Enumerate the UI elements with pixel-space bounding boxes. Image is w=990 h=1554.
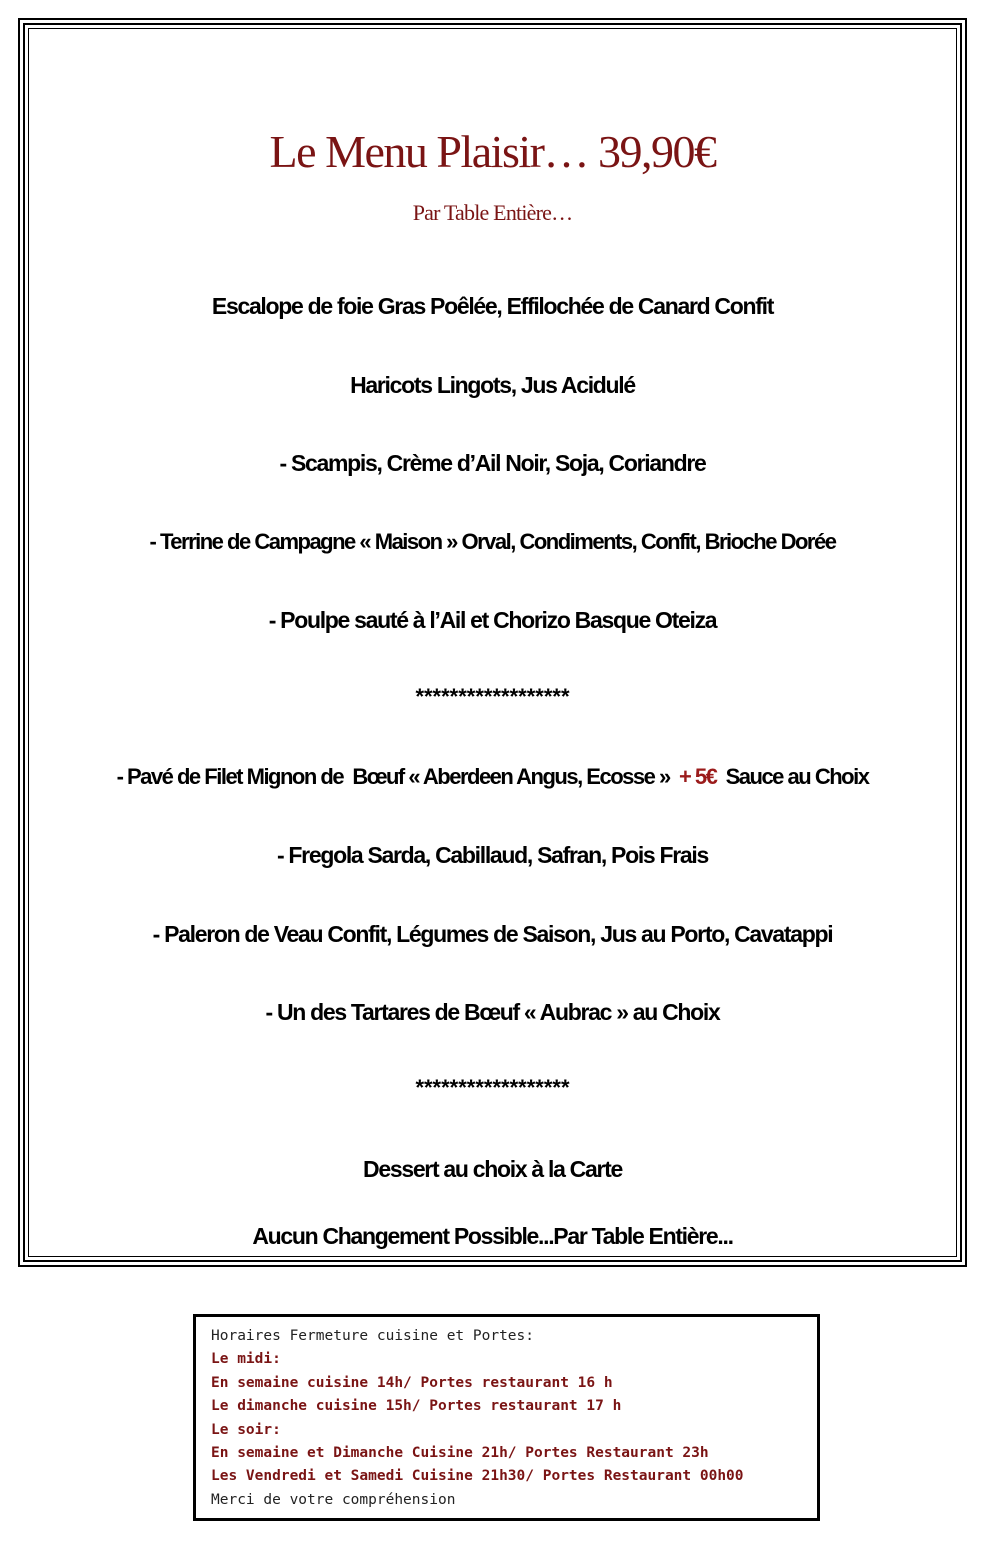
hours-soir-label: Le soir:: [211, 1421, 281, 1438]
plat-line-1: [28, 762, 957, 792]
plat-line-3: - Paleron de Veau Confit, Légumes de Saison, Jus au Porto, Cavatappi: [152, 921, 833, 947]
hours-soir-semaine: En semaine et Dimanche Cuisine 21h/ Portes Restaurant 23h: [211, 1445, 709, 1462]
hours-soir-weekend: Les Vendredi et Samedi Cuisine 21h30/ Portes Restaurant 00h00: [211, 1468, 744, 1485]
hours-midi-semaine: En semaine cuisine 14h/ Portes restaurant 16 h: [211, 1374, 613, 1391]
plat-line-2: - Fregola Sarda, Cabillaud, Safran, Pois Frais: [276, 842, 708, 868]
plat-line-1-sauce: Sauce au Choix: [716, 764, 869, 789]
hours-heading: Horaires Fermeture cuisine et Portes:: [211, 1328, 535, 1344]
hours-midi-label: Le midi:: [211, 1351, 281, 1368]
opening-hours-box: [193, 1314, 820, 1521]
entree-line-2: Haricots Lingots, Jus Acidulé: [350, 372, 635, 398]
menu-subtitle: Par Table Entière…: [412, 200, 573, 225]
plat-line-1-dish: - Pavé de Filet Mignon de Bœuf « Aberdeen Angus, Ecosse »: [116, 764, 679, 789]
hours-thanks: Merci de votre compréhension: [211, 1491, 456, 1508]
separator-2: ******************: [415, 1075, 570, 1100]
menu-title: Le Menu Plaisir… 39,90€: [269, 126, 716, 177]
separator-1: ******************: [415, 684, 570, 709]
entree-line-3: - Scampis, Crème d’Ail Noir, Soja, Coriandre: [279, 450, 706, 476]
entree-line-5: - Poulpe sauté à l’Ail et Chorizo Basque Oteiza: [268, 607, 717, 633]
footer-note: Aucun Changement Possible...Par Table Entière...: [252, 1223, 733, 1249]
dessert-line: Dessert au choix à la Carte: [363, 1156, 622, 1182]
plat-line-4: - Un des Tartares de Bœuf « Aubrac » au Choix: [265, 999, 720, 1025]
entree-line-1: Escalope de foie Gras Poêlée, Effilochée de Canard Confit: [211, 293, 774, 319]
supplement-price: + 5€: [678, 764, 717, 789]
entree-line-4: - Terrine de Campagne « Maison » Orval, Condiments, Confit, Brioche Dorée: [149, 529, 836, 554]
hours-midi-dimanche: Le dimanche cuisine 15h/ Portes restaurant 17 h: [211, 1398, 622, 1415]
